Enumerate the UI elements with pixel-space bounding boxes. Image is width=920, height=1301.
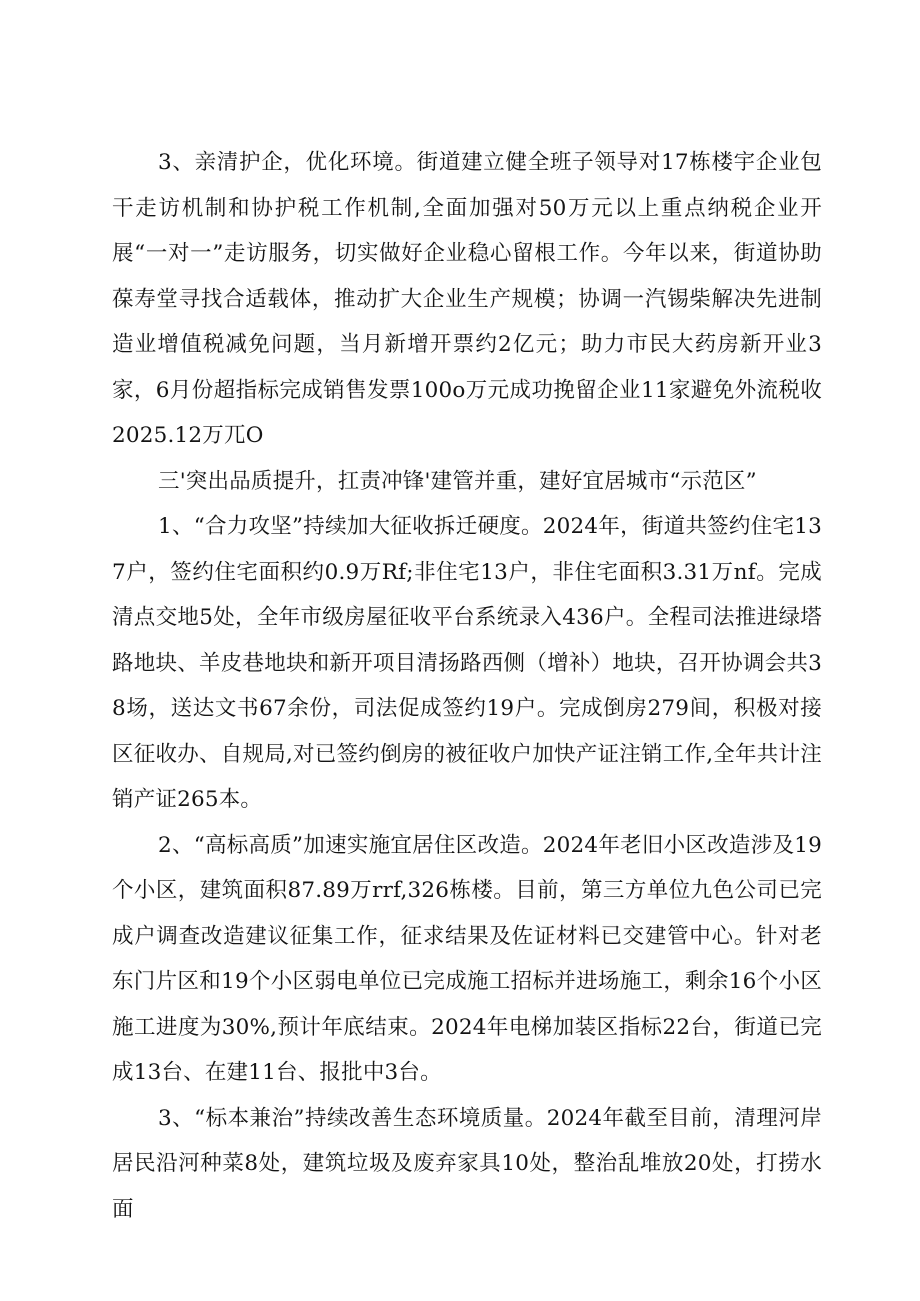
paragraph-enterprise-service: 3、亲清护企，优化环境。街道建立健全班子领导对17栋楼宇企业包干走访机制和协护税工作机制,全面加强对50万元以上重点纳税企业开展“一对一”走访服务，切实做好企业稳心留根工作。今年以来，街道协助葆寿堂寻找合适载体，推动扩大企业生产规模；协调一汽锡柴解决先进制造业增值税减免问题，当月新增开票约2亿元；助力市民大药房新开业3家，6月份超指标完成销售发票100o万元成功挽留企业11家避免外流税收2025.12万兀O [112, 150, 822, 448]
paragraph-demolition: 1、“合力攻坚”持续加大征收拆迁硬度。2024年，街道共签约住宅137户，签约住宅面积约0.9万Rf;非住宅13户，非住宅面积3.31万nf。完成清点交地5处，全年市级房屋征收平台系统录入436户。全程司法推进绿塔路地块、羊皮巷地块和新开项目清扬路西侧（增补）地块，召开协调会共38场，送达文书67余份，司法促成签约19户。完成倒房279间，积极对接区征收办、自规局,对已签约倒房的被征收户加快产证注销工作,全年共计注销产证265本。 [112, 514, 822, 812]
paragraph-ecological-environment: 3、“标本兼治”持续改善生态环境质量。2024年截至目前，清理河岸居民沿河种菜8处，建筑垃圾及废弃家具10处，整治乱堆放20处，打捞水面 [112, 1105, 822, 1222]
document-body [112, 140, 822, 1232]
section-heading-quality: 三'突出品质提升，扛责冲锋'建管并重，建好宜居城市“示范区” [158, 468, 757, 494]
paragraph-residential-renovation: 2、“高标高质”加速实施宜居住区改造。2024年老旧小区改造涉及19个小区，建筑面积87.89万rrf,326栋楼。目前，第三方单位九色公司已完成户调查改造建议征集工作，征求结果及佐证材料已交建管中心。针对老东门片区和19个小区弱电单位已完成施工招标并进场施工，剩余16个小区施工进度为30%,预计年底结束。2024年电梯加装区指标22台，街道已完成13台、在建11台、报批中3台。 [112, 832, 822, 1085]
